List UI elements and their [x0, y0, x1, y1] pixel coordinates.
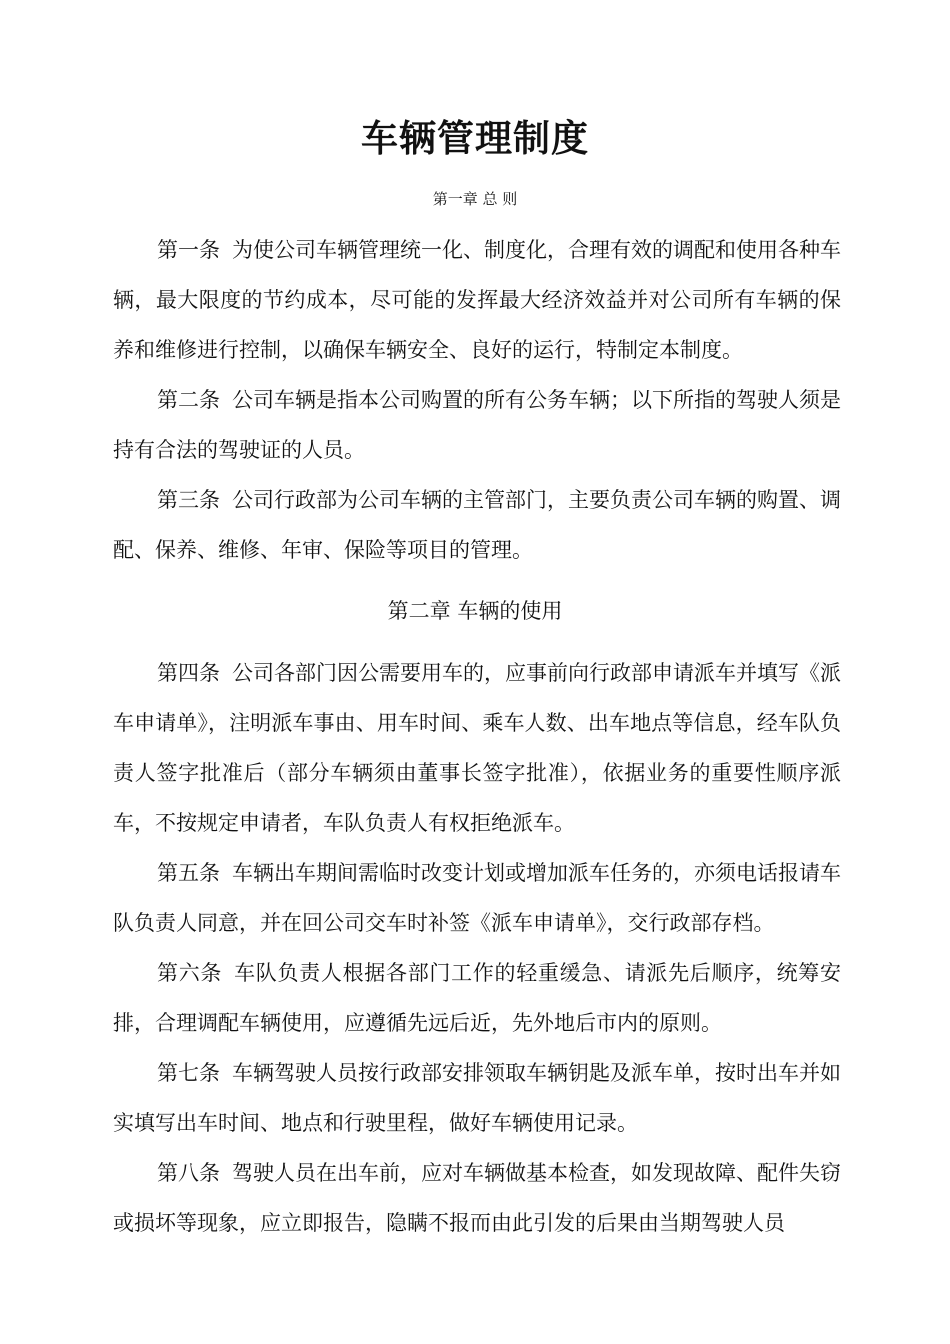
article-text: 公司各部门因公需要用车的，应事前向行政部申请派车并填写《派车申请单》，注明派车事由、用车时间、乘车人数、出车地点等信息，经车队负责人签字批准后（部分车辆须由董事长签字批准），依据业务的重要性顺序派车，不按规定申请者，车队负责人有权拒绝派车。: [113, 661, 841, 835]
article-number: 第二条: [157, 388, 220, 412]
article-text: 公司车辆是指本公司购置的所有公务车辆；以下所指的驾驶人须是持有合法的驾驶证的人员。: [113, 388, 841, 462]
article-number: 第三条: [157, 488, 220, 512]
document-title: 车辆管理制度: [361, 117, 589, 160]
article-4: [113, 648, 841, 848]
article-text: 车辆驾驶人员按行政部安排领取车辆钥匙及派车单，按时出车并如实填写出车时间、地点和行驶里程，做好车辆使用记录。: [113, 1061, 841, 1135]
article-number: 第四条: [157, 661, 220, 685]
article-text: 公司行政部为公司车辆的主管部门，主要负责公司车辆的购置、调配、保养、维修、年审、保险等项目的管理。: [113, 488, 841, 562]
article-number: 第七条: [157, 1061, 220, 1085]
article-number: 第六条: [157, 961, 223, 985]
article-3: [113, 475, 841, 575]
article-text: 为使公司车辆管理统一化、制度化，合理有效的调配和使用各种车辆，最大限度的节约成本，尽可能的发挥最大经济效益并对公司所有车辆的保养和维修进行控制，以确保车辆安全、良好的运行，特制定本制度。: [113, 238, 841, 362]
article-text: 车队负责人根据各部门工作的轻重缓急、请派先后顺序，统筹安排，合理调配车辆使用，应遵循先远后近，先外地后市内的原则。: [113, 961, 842, 1035]
article-1: [113, 225, 841, 375]
article-5: [113, 848, 841, 948]
article-text: 驾驶人员在出车前，应对车辆做基本检查，如发现故障、配件失窃或损坏等现象，应立即报告，隐瞒不报而由此引发的后果由当期驾驶人员: [113, 1161, 841, 1235]
article-6: [113, 948, 841, 1048]
article-8: [113, 1148, 841, 1248]
article-2: [113, 375, 841, 475]
chapter-2-heading: 第二章 车辆的使用: [387, 599, 563, 623]
article-number: 第八条: [157, 1161, 220, 1185]
article-number: 第一条: [157, 238, 220, 262]
article-text: 车辆出车期间需临时改变计划或增加派车任务的，亦须电话报请车队负责人同意，并在回公司交车时补签《派车申请单》，交行政部存档。: [113, 861, 841, 935]
article-number: 第五条: [157, 861, 220, 885]
chapter-1-heading: 第一章 总 则: [432, 190, 518, 208]
article-7: [113, 1048, 841, 1148]
